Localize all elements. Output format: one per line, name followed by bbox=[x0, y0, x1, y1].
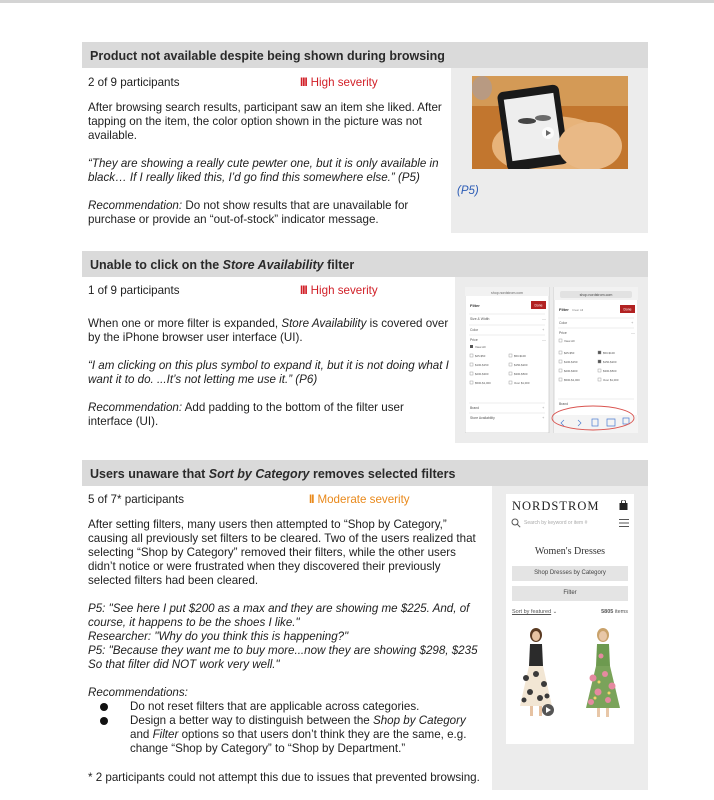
title-end: removes selected filters bbox=[309, 467, 456, 481]
filter-title-right: Filter bbox=[559, 307, 569, 312]
price-option: $300-$500 bbox=[514, 372, 528, 376]
desc-end: is covered over by the iPhone browser user interface (UI). bbox=[88, 317, 449, 344]
filter-row-color-right[interactable]: Color bbox=[559, 321, 568, 325]
filter-title-left: Filter bbox=[470, 303, 480, 308]
filter-screenshot bbox=[465, 287, 638, 433]
shop-by-category-button[interactable]: Shop Dresses by Category bbox=[512, 566, 628, 581]
chevron-down-icon: ⌄ bbox=[552, 609, 558, 615]
price-option: $200-$300 bbox=[564, 369, 578, 373]
participant-count: 2 of 9 participants bbox=[88, 76, 180, 89]
svg-text:+: + bbox=[542, 405, 545, 410]
price-option: $500-$1,000 bbox=[475, 381, 491, 385]
dialog-transcript bbox=[88, 602, 478, 672]
price-option: $150-$200 bbox=[603, 360, 617, 364]
severity-bars: III bbox=[300, 76, 307, 89]
price-option: $500-$1,000 bbox=[564, 378, 580, 382]
footnote: * 2 participants could not attempt this due to issues that prevented browsing. bbox=[88, 771, 480, 784]
view-all-left: View All bbox=[475, 345, 486, 349]
rec-em-a: Shop by Category bbox=[372, 714, 466, 727]
issue-section-2 bbox=[82, 251, 648, 443]
item-count-number: 5805 bbox=[601, 609, 614, 615]
severity-bars: III bbox=[300, 284, 307, 297]
done-label-left: Done bbox=[534, 303, 543, 308]
search-input[interactable]: Search by keyword or item # bbox=[524, 520, 588, 526]
recommendation-label: Recommendation: bbox=[88, 401, 183, 414]
participant-count: 5 of 7* participants bbox=[88, 493, 185, 506]
right-url: shop.nordstrom.com bbox=[579, 293, 613, 297]
item-count bbox=[601, 609, 628, 615]
svg-text:+: + bbox=[542, 327, 545, 332]
screenshot-panel bbox=[492, 486, 648, 790]
recommendations-label: Recommendations: bbox=[88, 686, 188, 699]
issue-title bbox=[82, 251, 648, 277]
screenshot-panel bbox=[455, 277, 648, 443]
menu-icon[interactable] bbox=[619, 519, 629, 527]
price-option: Over $1,000 bbox=[603, 378, 619, 382]
filter-row-color[interactable]: Color bbox=[470, 328, 479, 332]
issue-section-1 bbox=[82, 42, 648, 234]
issue-title: Product not available despite being shown during browsing bbox=[82, 42, 648, 68]
product-image-right[interactable] bbox=[579, 626, 627, 718]
severity-indicator bbox=[309, 493, 410, 507]
price-option: $25-$50 bbox=[564, 351, 575, 355]
filter-row-price[interactable]: Price bbox=[470, 338, 478, 342]
severity-bars: II bbox=[309, 493, 314, 506]
screenshot-panel bbox=[451, 68, 648, 233]
bag-icon[interactable] bbox=[619, 500, 628, 510]
clear-all[interactable]: Clear All bbox=[572, 308, 584, 312]
sort-label: Sort by featured bbox=[512, 609, 552, 615]
svg-text:—: — bbox=[631, 330, 635, 335]
video-thumbnail bbox=[472, 76, 628, 169]
page-title: Women's Dresses bbox=[534, 546, 606, 557]
issue-meta bbox=[88, 76, 448, 90]
item-count-unit: items bbox=[613, 609, 628, 615]
product-image-left[interactable] bbox=[512, 626, 560, 718]
filter-row-size[interactable]: Size & Width bbox=[470, 317, 490, 321]
bullet-icon bbox=[100, 703, 108, 711]
left-url: shop.nordstrom.com bbox=[491, 291, 523, 295]
dialog-line: P5: "Because they want me to buy more...now they are showing $298, $235 So that filter did NOT work very well." bbox=[88, 644, 478, 671]
nordstrom-logo[interactable]: NORDSTROM bbox=[512, 499, 600, 513]
title-emphasis: Sort by Category bbox=[208, 467, 310, 481]
filter-row-store[interactable]: Store Availability bbox=[470, 416, 495, 420]
recommendation-text: Add padding to the bottom of the filter user interface (UI). bbox=[88, 401, 404, 428]
filter-button[interactable]: Filter bbox=[512, 586, 628, 601]
title-emphasis: Store Availability bbox=[222, 258, 324, 272]
rec-text-c: options so that users don’t think they are the same, e.g. change “Shop by Category” to “Shop by Department.” bbox=[130, 728, 467, 755]
filter-row-price-right[interactable]: Price bbox=[559, 331, 567, 335]
svg-text:—: — bbox=[542, 337, 546, 342]
rec-em-b: Filter bbox=[152, 728, 179, 741]
svg-text:—: — bbox=[542, 316, 546, 321]
desc-emphasis: Store Availability bbox=[281, 317, 367, 330]
title-end: filter bbox=[323, 258, 355, 272]
rec-text: Do not reset filters that are applicable across categories. bbox=[130, 700, 420, 713]
title-start: Unable to click on the bbox=[90, 258, 223, 272]
price-option: $200-$300 bbox=[475, 372, 489, 376]
severity-indicator bbox=[300, 284, 378, 298]
rec-text-a: Design a better way to distinguish between the bbox=[130, 714, 373, 727]
participant-count: 1 of 9 participants bbox=[88, 284, 180, 297]
price-option: $50-$100 bbox=[514, 354, 526, 358]
search-icon[interactable] bbox=[511, 518, 521, 528]
severity-indicator bbox=[300, 76, 378, 90]
filter-row-brand[interactable]: Brand bbox=[470, 406, 480, 410]
issue-meta bbox=[88, 284, 448, 298]
issue-meta bbox=[88, 493, 486, 507]
price-option: $150-$200 bbox=[514, 363, 528, 367]
svg-text:+: + bbox=[542, 415, 545, 420]
price-option: $50-$100 bbox=[603, 351, 615, 355]
dialog-line: Researcher: "Why do you think this is happening?" bbox=[88, 630, 349, 643]
severity-label: High severity bbox=[310, 284, 378, 297]
participant-quote: “I am clicking on this plus symbol to expand it, but it is not doing what I want it to do. ...It’s not letting me use it.” (P6) bbox=[88, 359, 449, 386]
recommendation-item bbox=[88, 714, 482, 756]
price-option: $100-$150 bbox=[475, 363, 489, 367]
issue-description: After browsing search results, participant saw an item she liked. After tapping on the item, the color option shown in the picture was not available. bbox=[88, 101, 442, 142]
recommendation-label: Recommendation: bbox=[88, 199, 183, 212]
severity-label: High severity bbox=[310, 76, 378, 89]
desc-start: When one or more filter is expanded, bbox=[88, 317, 282, 330]
severity-label: Moderate severity bbox=[317, 493, 410, 506]
issue-description: After setting filters, many users then attempted to “Shop by Category,” causing all previously set filters to be cleared. Two of the users realized that selecting “Shop by Category” removed their filters, while the other users didn’t notice or were frustrated when they discovered their previously selected filters had been cleared. bbox=[88, 518, 476, 587]
recommendation-text: Do not show results that are unavailable for purchase or provide an “out-of-stock” indicator message. bbox=[88, 199, 409, 226]
recommendation-item bbox=[88, 700, 482, 714]
issue-section-3 bbox=[82, 460, 648, 790]
recommendations-list bbox=[88, 700, 482, 756]
issue-title bbox=[82, 460, 648, 486]
price-option: Over $1,000 bbox=[514, 381, 530, 385]
issue-description bbox=[88, 317, 450, 345]
rec-text-b: and bbox=[130, 728, 153, 741]
top-divider bbox=[0, 0, 714, 3]
screenshot-caption: (P5) bbox=[457, 185, 479, 197]
view-all-right: View All bbox=[564, 339, 575, 343]
sort-dropdown[interactable] bbox=[512, 609, 557, 615]
price-option: $25-$50 bbox=[475, 354, 486, 358]
svg-text:+: + bbox=[631, 320, 634, 325]
filter-row-brand-right[interactable]: Brand bbox=[559, 402, 569, 406]
done-label-right: Done bbox=[623, 307, 632, 312]
price-option: $300-$500 bbox=[603, 369, 617, 373]
participant-quote: “They are showing a really cute pewter one, but it is only available in black… If I really liked this, I’d go find this somewhere else.” (P5) bbox=[88, 157, 439, 184]
bullet-icon bbox=[100, 717, 108, 725]
recommendation bbox=[88, 199, 418, 227]
dialog-line: P5: "See here I put $200 as a max and they are showing me $225. And, of course, it happens to be the shoes I like." bbox=[88, 602, 470, 629]
title-start: Users unaware that bbox=[90, 467, 209, 481]
price-option: $100-$150 bbox=[564, 360, 578, 364]
recommendation bbox=[88, 401, 418, 429]
